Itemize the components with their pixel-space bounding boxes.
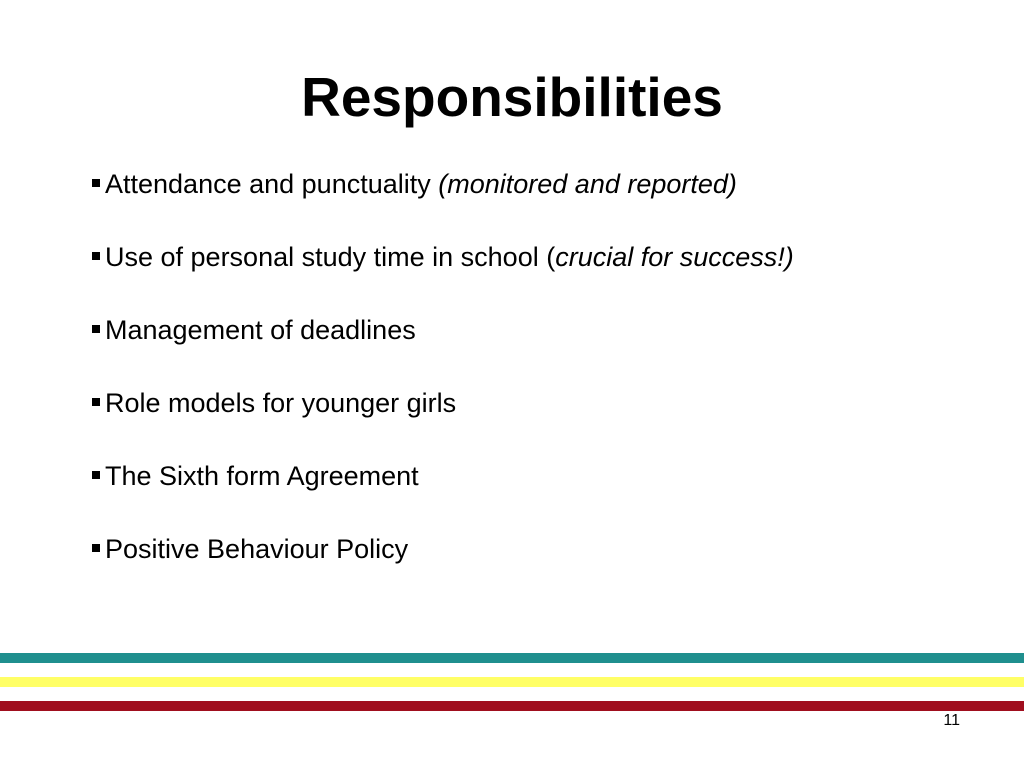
bullet-note: (monitored and reported) [438, 169, 737, 199]
bullet-list [92, 166, 852, 604]
bullet-item [92, 385, 852, 421]
bullet-text: Management of deadlines [105, 315, 416, 345]
square-bullet-icon [92, 325, 100, 333]
square-bullet-icon [92, 471, 100, 479]
bullet-text: Positive Behaviour Policy [105, 534, 409, 564]
bullet-item [92, 166, 852, 202]
square-bullet-icon [92, 252, 100, 260]
bullet-text: Role models for younger girls [105, 388, 457, 418]
bullet-note: crucial for success!) [555, 242, 794, 272]
bullet-item [92, 531, 852, 567]
square-bullet-icon [92, 544, 100, 552]
red-stripe [0, 701, 1024, 711]
bullet-text: Attendance and punctuality [105, 169, 439, 199]
bullet-item [92, 312, 852, 348]
yellow-stripe [0, 677, 1024, 687]
bullet-item [92, 458, 852, 494]
square-bullet-icon [92, 179, 100, 187]
square-bullet-icon [92, 398, 100, 406]
teal-stripe [0, 653, 1024, 663]
bullet-text: Use of personal study time in school ( [105, 242, 556, 272]
bullet-text: The Sixth form Agreement [105, 461, 419, 491]
slide-title: Responsibilities [301, 66, 723, 128]
bullet-item [92, 239, 852, 275]
page-number: 11 [943, 712, 960, 729]
